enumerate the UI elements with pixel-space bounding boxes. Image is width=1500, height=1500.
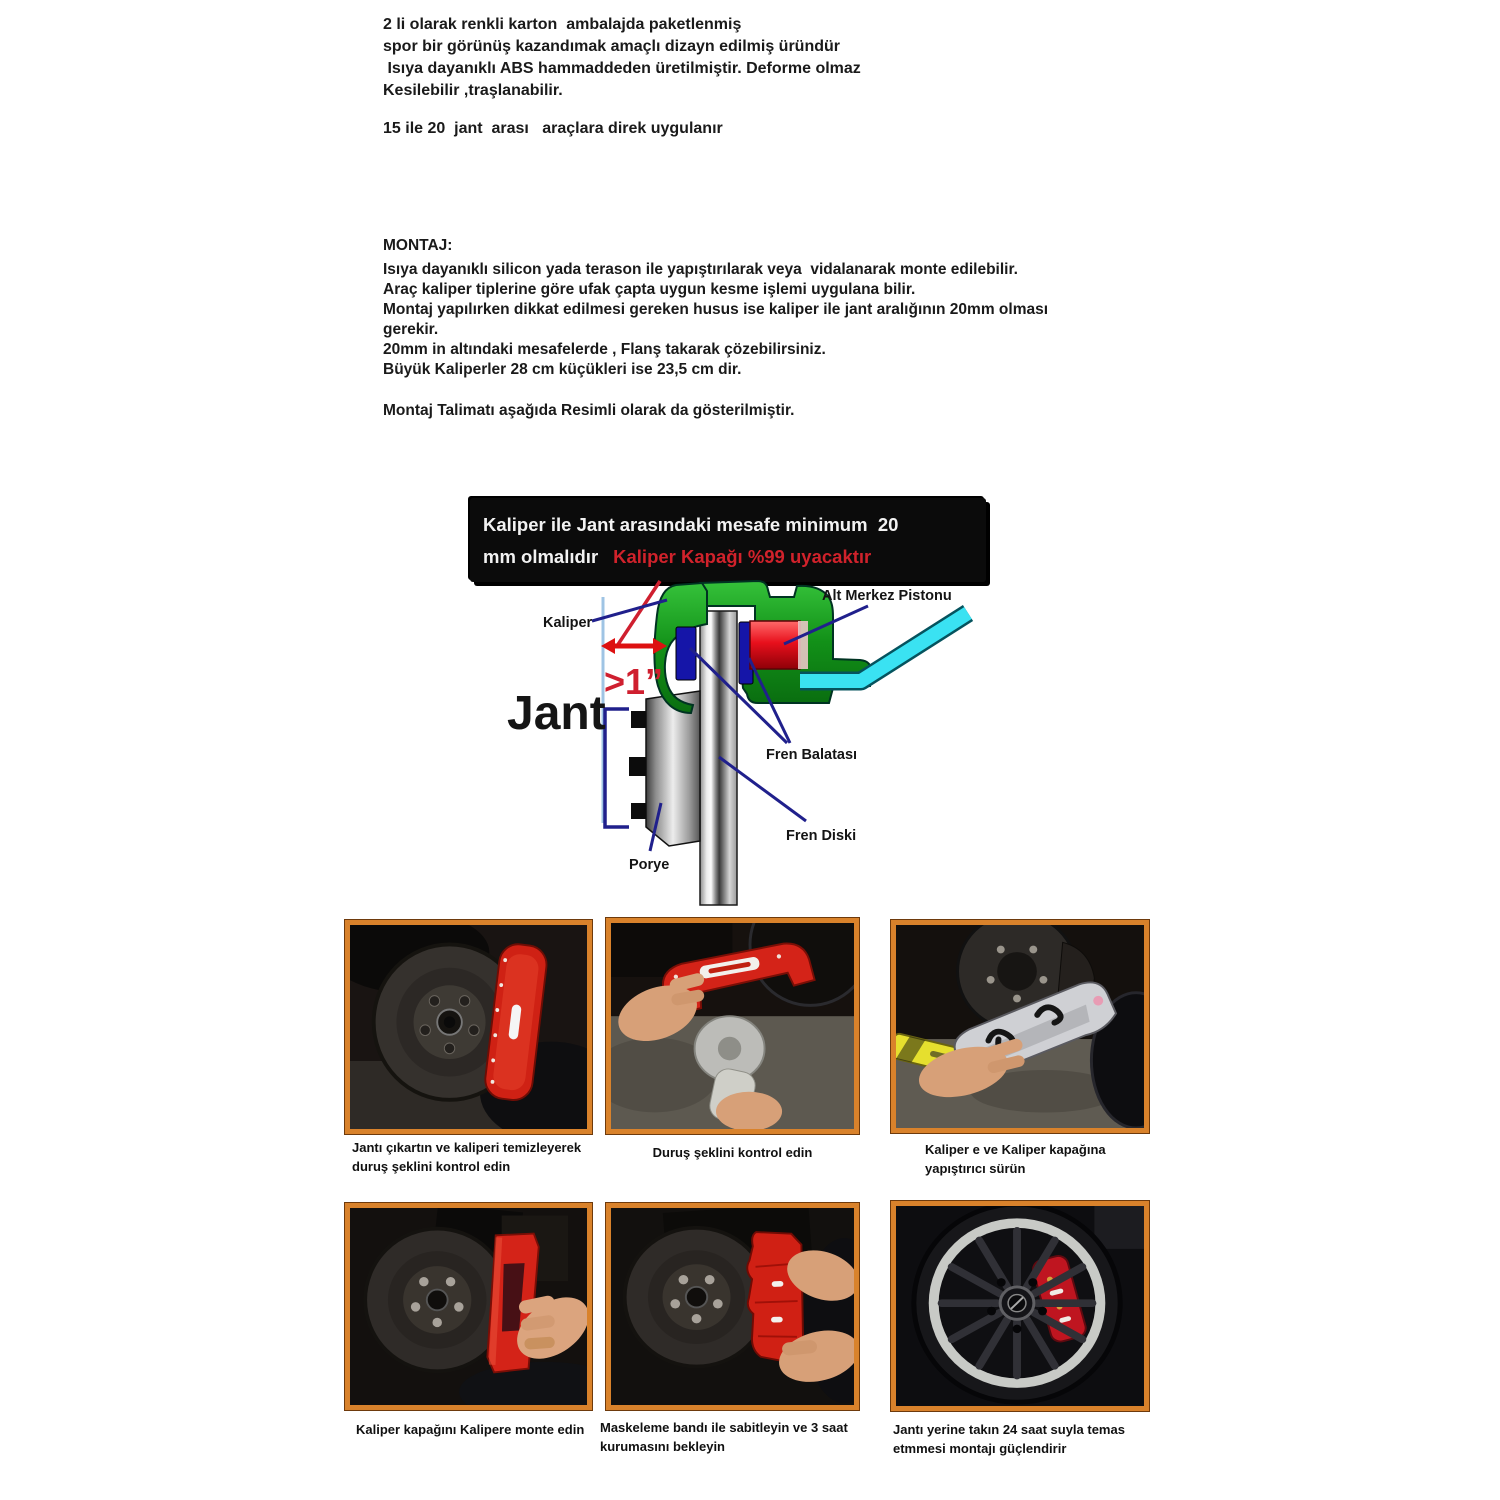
photo-2 — [606, 918, 859, 1134]
fren-diski-label: Fren Diski — [786, 828, 857, 844]
photo-6 — [891, 1201, 1149, 1411]
photo-5-scene — [611, 1208, 854, 1405]
alt-merkez-pistonu-label: Alt Merkez Pistonu — [822, 588, 952, 604]
caliper-diagram — [460, 578, 1012, 915]
intro-text — [383, 14, 861, 102]
photo-1-caption: Jantı çıkartın ve kaliperi temizleyerek duruş şeklini kontrol edin — [352, 1140, 582, 1174]
montaj-footer: Montaj Talimatı aşağıda Resimli olarak da gösterilmiştir. — [383, 402, 795, 419]
photo-2-scene — [611, 923, 854, 1129]
photo-1-scene — [350, 925, 587, 1129]
montaj-line: gerekir. — [383, 321, 439, 338]
montaj-line: Büyük Kaliperler 28 cm küçükleri ise 23,5 cm dir. — [383, 361, 742, 378]
fitment-line: 15 ile 20 jant arası araçlara direk uygulanır — [383, 120, 723, 137]
intro-line: Kesilebilir ,traşlanabilir. — [383, 82, 563, 99]
hub-shape — [646, 691, 700, 846]
brake-pad-left — [676, 627, 696, 680]
intro-line: Isıya dayanıklı ABS hammaddeden üretilmiştir. Deforme olmaz — [383, 60, 861, 77]
jant-label: Jant — [507, 687, 606, 740]
lug-stud — [629, 757, 646, 776]
gap-label: >1” — [604, 661, 664, 702]
montaj-section — [383, 236, 1193, 421]
banner-line2-white: mm olmalıdır — [483, 546, 599, 567]
montaj-line: 20mm in altındaki mesafelerde , Flanş takarak çözebilirsiniz. — [383, 341, 826, 358]
distance-banner — [470, 498, 986, 582]
photo-5 — [606, 1203, 859, 1410]
piston-edge — [798, 621, 808, 669]
banner-line2-red: Kaliper Kapağı %99 uyacaktır — [613, 546, 872, 567]
kaliper-label: Kaliper — [543, 615, 593, 631]
montaj-line: Araç kaliper tiplerine göre ufak çapta uygun kesme işlemi uygulana bilir. — [383, 281, 916, 298]
lug-stud — [631, 711, 646, 728]
intro-line: 2 li olarak renkli karton ambalajda paketlenmiş — [383, 16, 742, 33]
photo-1 — [345, 920, 592, 1134]
intro-line: spor bir görünüş kazandımak amaçlı dizayn edilmiş üründür — [383, 38, 840, 55]
banner-line1: Kaliper ile Jant arasındaki mesafe minimum 20 — [483, 514, 899, 535]
montaj-line: Montaj yapılırken dikkat edilmesi gereken husus ise kaliper ile jant aralığının 20mm olması — [383, 301, 1049, 318]
photo-4-caption: Kaliper kapağını Kalipere monte edin — [356, 1422, 585, 1437]
photo-2-caption: Duruş şeklini kontrol edin — [652, 1145, 813, 1160]
photo-4-scene — [350, 1208, 587, 1405]
photo-4 — [345, 1203, 592, 1410]
photo-3 — [891, 920, 1149, 1133]
jant-bracket — [605, 709, 629, 827]
photo-3-caption: Kaliper e ve Kaliper kapağına yapıştırıcı sürün — [925, 1142, 1106, 1176]
montaj-line: Isıya dayanıklı silicon yada terason ile yapıştırılarak veya vidalanarak monte edilebilir. — [383, 261, 1018, 278]
photo-6-scene — [896, 1206, 1144, 1406]
porye-label: Porye — [629, 857, 670, 873]
banner-line2 — [483, 541, 976, 573]
photo-3-scene — [896, 925, 1144, 1128]
montaj-title: MONTAJ: — [383, 237, 453, 254]
photo-5-caption: Maskeleme bandı ile sabitleyin ve 3 saat kurumasını bekleyin — [600, 1420, 848, 1454]
piston-shape — [750, 621, 800, 669]
photo-6-caption: Jantı yerine takın 24 saat suyla temas etmmesi montajı güçlendirir — [893, 1422, 1125, 1456]
lug-stud — [631, 803, 646, 819]
fren-balatasi-label: Fren Balatası — [766, 747, 858, 763]
